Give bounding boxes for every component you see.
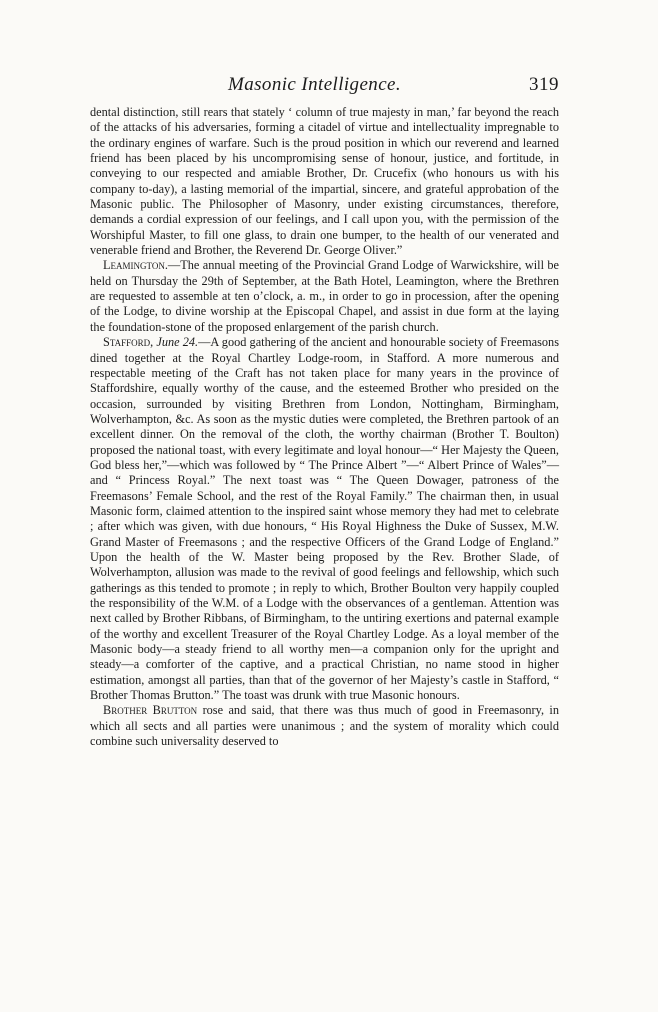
- paragraph-brother-brutton: [90, 703, 559, 749]
- paragraph-text: rose and said, that there was thus much of good in Freemasonry, in which all sects and all parties were unanimous ; and the system of morality which could combine such universality deserved to: [90, 703, 559, 749]
- body-text: [90, 105, 559, 749]
- running-title: Masonic Intelligence.: [228, 74, 402, 95]
- paragraph-lead: Leamington.: [103, 258, 168, 273]
- paragraph-stafford: [90, 335, 559, 703]
- page-number: 319: [529, 74, 559, 95]
- paragraph-lead: Stafford,: [103, 335, 154, 350]
- paragraph-text: —A good gathering of the ancient and honourable society of Freemasons dined together at the Royal Chartley Lodge-room, in Stafford. A more numerous and respectable meeting of the Craft has not taken place for many years in the province of Staffordshire, equally worthy of the cause, and the esteemed Brother who presided on the occasion, surrounded by visiting Brethren from London, Nottingham, Birmingham, Wolverhampton, &c. As soon as the mystic duties were completed, the Brethren partook of an excellent dinner. On the removal of the cloth, the worthy chairman (Brother T. Boulton) proposed the national toast, with every legitimate and loyal honour—“ Her Majesty the Queen, God bless her,”—which was followed by “ The Prince Albert ”—“ Albert Prince of Wales”—and “ Princess Royal.” The next toast was “ The Queen Dowager, patroness of the Freemasons’ Female School, and the rest of the Royal Family.” The chairman then, in usual Masonic form, claimed attention to the inspired saint whose memory they had met to celebrate ; after which was given, with due honours, “ His Royal Highness the Duke of Sussex, M.W. Grand Master of Freemasons ; and the respective Officers of the Grand Lodge of England.” Upon the health of the W. Master being proposed by the Rev. Brother Slade, of Wolverhampton, allusion was made to the revival of good feelings and fellowship, which such gatherings as this tended to promote ; in reply to which, Brother Boulton very happily coupled the responsibility of the W.M. of a Lodge with the observances of a gentleman. Attention was next called by Brother Ribbans, of Birmingham, to the untiring exertions and paternal example of the worthy and excellent Treasurer of the Royal Chartley Lodge. As a loyal member of the Masonic body—a steady friend to all worthy men—a companion only for the upright and steady—a comforter of the captive, and a practical Christian, no name stood in higher estimation, amongst all parties, than that of the governor of her Majesty’s castle in Stafford, “ Brother Thomas Brutton.” The toast was drunk with true Masonic honours.: [90, 335, 559, 703]
- paragraph-text: dental distinction, still rears that stately ‘ column of true majesty in man,’ far beyond the reach of the attacks of his adversaries, forming a citadel of virtue and intellectuality impregnable to the ordinary engines of warfare. Such is the proud position in which our reverend and learned friend has been placed by his uncompromising sense of honour, justice, and fortitude, in conveying to our respected and amiable Brother, Dr. Crucefix (who honours us with his company to-day), a lasting memorial of the impartial, sincere, and grateful approbation of the Masonic public. The Philosopher of Masonry, under existing circumstances, therefore, demands a cordial expression of our feelings, and I call upon you, with the permission of the Worshipful Master, to fill one glass, to drain one bumper, to the health of our venerated and venerable friend and Brother, the Reverend Dr. George Oliver.”: [90, 105, 559, 258]
- paragraph-leamington: [90, 258, 559, 335]
- paragraph-text: —The annual meeting of the Provincial Grand Lodge of Warwickshire, will be held on Thursday the 29th of September, at the Bath Hotel, Leamington, where the Brethren are requested to assemble at ten o’clock, a. m., in order to go in procession, after the opening of the Lodge, to divine worship at the Episcopal Chapel, and assist in due form at the laying the foundation-stone of the proposed enlargement of the parish church.: [90, 258, 559, 334]
- paragraph-lead: Brother Brutton: [103, 703, 198, 718]
- paragraph-toast-speech: [90, 105, 559, 258]
- paragraph-lead-date: June 24.: [153, 335, 199, 350]
